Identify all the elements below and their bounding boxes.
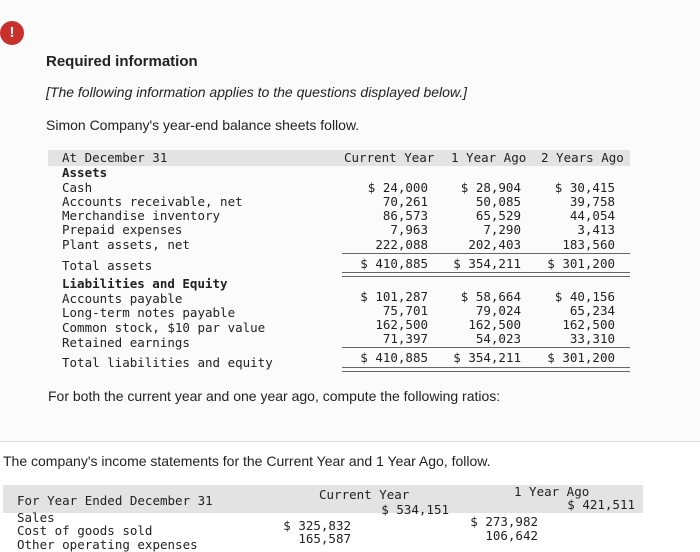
cell: 79,024 [475,303,521,318]
row-label: Prepaid expenses [62,222,183,237]
cell: 75,701 [382,303,428,318]
income-intro: The company's income statements for the Current Year and 1 Year Ago, follow. [3,453,491,469]
cell: 71,397 [382,331,428,346]
cell: 222,088 [375,237,428,252]
cell: 50,085 [475,194,521,209]
cell: 7,963 [390,222,428,237]
col-1yr: 1 Year Ago [514,484,590,499]
cell: $ 325,832 [283,518,351,533]
cell: 65,529 [475,208,521,223]
cell: 183,560 [562,237,615,252]
balance-sheet-intro: Simon Company's year-end balance sheets follow. [46,117,360,133]
cell: 39,758 [569,194,615,209]
cell: $ 40,156 [554,289,615,304]
cell: $ 24,000 [367,180,428,195]
cell: $ 30,415 [554,180,615,195]
cell: 165,587 [298,531,351,546]
cell: 162,500 [562,317,615,332]
col-current: Current Year [344,150,435,165]
cell: $ 410,885 [360,350,428,365]
cell: 33,310 [569,331,615,346]
cell: 202,403 [468,237,521,252]
row-label: Cash [62,180,93,195]
cell: $ 421,511 [567,497,635,512]
cell: 7,290 [483,222,521,237]
row-label: Accounts payable [62,291,183,306]
info-note: [The following information applies to the questions displayed below.] [46,84,468,100]
total-assets-label: Total assets [62,258,153,273]
cell: $ 301,200 [547,350,615,365]
cell: 65,234 [569,303,615,318]
row-label: Other operating expenses [17,537,198,552]
row-label: Merchandise inventory [62,208,221,223]
alert-icon: ! [0,21,24,45]
cell: $ 410,885 [360,256,428,271]
subtotal-rule [342,347,630,348]
cell: 162,500 [375,317,428,332]
compute-prompt: For both the current year and one year ago, compute the following ratios: [48,388,501,404]
total-liab-label: Total liabilities and equity [62,355,273,370]
cell: 86,573 [382,208,428,223]
row-label: Common stock, $10 par value [62,320,266,335]
cell: $ 354,211 [453,256,521,271]
cell: 3,413 [577,222,615,237]
cell: $ 354,211 [453,350,521,365]
assets-heading: Assets [62,165,108,180]
cell: $ 273,982 [470,514,538,529]
cell: $ 534,151 [381,502,449,517]
cell: $ 58,664 [460,289,521,304]
cell: 54,023 [475,331,521,346]
col-label: For Year Ended December 31 [17,493,213,508]
cell: 162,500 [468,317,521,332]
total-rule [342,367,630,372]
cell: $ 301,200 [547,256,615,271]
cell: $ 101,287 [360,289,428,304]
col-label: At December 31 [62,150,168,165]
cell: $ 28,904 [460,180,521,195]
row-label: Retained earnings [62,335,190,350]
total-rule [342,272,630,277]
col-1yr: 1 Year Ago [451,150,527,165]
row-label: Cost of goods sold [17,523,153,538]
col-current: Current Year [319,487,410,502]
row-label: Long-term notes payable [62,305,236,320]
cell: 106,642 [485,528,538,543]
required-info-heading: Required information [46,53,198,70]
cell: 70,261 [382,194,428,209]
row-label: Accounts receivable, net [62,194,243,209]
col-2yr: 2 Years Ago [541,150,624,165]
row-label: Plant assets, net [62,237,190,252]
row-label: Sales [17,510,55,525]
cell: 44,054 [569,208,615,223]
liab-heading: Liabilities and Equity [62,276,228,291]
subtotal-rule [342,253,630,254]
